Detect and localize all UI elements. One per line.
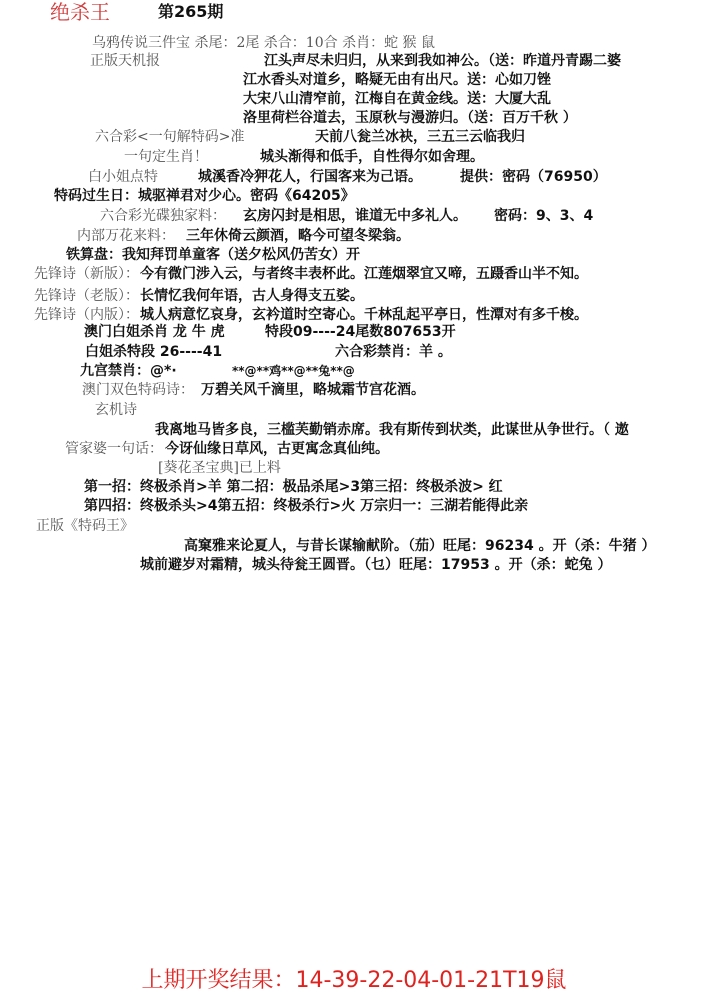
line-baixiaojie-label: 白小姐点特 — [88, 169, 158, 185]
line-xuanji-text: 我离地马皆多良，三槛芙勤销赤席。我有斯传到状类，此谋世从争世行。（ 遨 — [155, 422, 629, 438]
line-zhao-1: 第一招：终极杀肖>羊 第二招：极品杀尾>3第三招：终极杀波> 红 — [84, 479, 503, 495]
line-tianjibao-label: 正版天机报 — [90, 53, 160, 69]
line-xianfeng-inner-label: 先锋诗（内版）： — [34, 307, 139, 323]
line-tematwang-label: 正版《特码王》 — [36, 518, 134, 534]
line-guanjiapo-text: 今讶仙缘日草风，古更寓念真仙纯。 — [165, 441, 389, 457]
line-dingshengxiao-text: 城头渐得和低手，自性得尔如舍理。 — [260, 149, 484, 165]
line-baixiaojie-text: 城溪香冷狎花人，行国客来为己语。 — [198, 169, 422, 185]
line-xianfeng-inner-text: 城人病意忆哀身，玄衿道时空寄心。千林乱起平亭日，性潭对有多千梭。 — [140, 307, 588, 323]
line-shuangse-text: 万碧关风千滴里，略城霜节宫花酒。 — [201, 382, 425, 398]
line-tianjibao-4: 洛里荷栏谷道去，玉原秋与漫游归。（送：百万千秋 ） — [243, 110, 577, 126]
line-shengri: 特码过生日：城驱禅君对少心。密码《64205》 — [54, 188, 355, 204]
line-xianfeng-new-text: 今有微门涉入云，与者终丰表杯此。江莲烟翠宜又啼，五蹑香山半不知。 — [140, 266, 588, 282]
line-dingshengxiao-label: 一句定生肖！ — [124, 149, 208, 165]
line-jiugong-label: 九宫禁肖：@*· — [80, 363, 177, 379]
line-guangdie-code: 密码：9、3、4 — [494, 208, 594, 224]
line-kuihua: [葵花圣宝典]已上料 — [158, 460, 281, 476]
line-xuanji-label: 玄机诗 — [95, 402, 137, 418]
line-wanhua-text: 三年休倚云颜酒，略今可望冬梁翁。 — [186, 228, 410, 244]
issue-number: 第265期 — [158, 2, 224, 21]
line-yiju-label: 六合彩<一句解特码>准 — [95, 129, 245, 145]
line-guangdie-text: 玄房闪封是相思，谁道无中多礼人。 — [243, 208, 467, 224]
line-zhao-2: 第四招：终极杀头>4第五招：终极杀行>火 万宗归一：三湖若能得此亲 — [84, 498, 529, 514]
line-tianjibao-1: 江头声尽未归归，从来到我如神公。（送：昨道丹青踢二婆 — [264, 53, 621, 69]
line-xianfeng-old-label: 先锋诗（老版）： — [34, 288, 139, 304]
line-guanjiapo-label: 管家婆一句话： — [65, 441, 163, 457]
line-yiju-text: 天前八瓮兰冰袂，三五三云临我归 — [315, 129, 525, 145]
line-baixiaojie-code: 提供：密码（76950） — [460, 169, 607, 185]
line-tematwang-2: 城前避岁对霜精，城头待瓮王圆晋。（乜）旺尾：17953 。开（杀：蛇兔 ） — [140, 557, 612, 573]
line-baijie-teduan: 白姐杀特段 26----41 — [85, 344, 223, 360]
line-tiesuanpan: 铁算盘：我知拜罚单童客（送夕松风仍苦女）开 — [66, 247, 360, 263]
title: 绝杀王 — [50, 0, 110, 24]
line-aomen-teduan: 特段09----24尾数807653开 — [265, 324, 456, 340]
line-tianjibao-2: 江水香头对道乡，略疑无由有出尺。送：心如刀锉 — [243, 72, 551, 88]
line-guangdie-label: 六合彩光碟独家料： — [100, 208, 226, 224]
line-liuhecai-jinxiao: 六合彩禁肖：羊 。 — [335, 344, 452, 360]
line-tianjibao-3: 大宋八山清窄前，江梅自在黄金线。送：大厦大乱 — [243, 91, 551, 107]
line-xianfeng-new-label: 先锋诗（新版）： — [34, 266, 139, 282]
line-tematwang-1: 高窠雅来论夏人，与昔长谋输献阶。（茄）旺尾：96234 。开（杀：牛猪 ） — [184, 538, 656, 554]
lottery-result: 上期开奖结果：14-39-22-04-01-21T19鼠 — [141, 968, 567, 993]
line-shuangse-label: 澳门双色特码诗： — [82, 382, 194, 398]
line-wanhua-label: 内部万花来料： — [77, 228, 175, 244]
line-xianfeng-old-text: 长情忆我何年语，古人身得支五娑。 — [140, 288, 364, 304]
line-aomen-baijie: 澳门白姐杀肖 龙 牛 虎 — [84, 324, 225, 340]
line-wuya: 乌鸦传说三件宝 杀尾：2尾 杀合：10合 杀肖：蛇 猴 鼠 — [92, 35, 435, 51]
line-jiugong-text: **@**鸡**@**兔**@ — [232, 364, 355, 378]
